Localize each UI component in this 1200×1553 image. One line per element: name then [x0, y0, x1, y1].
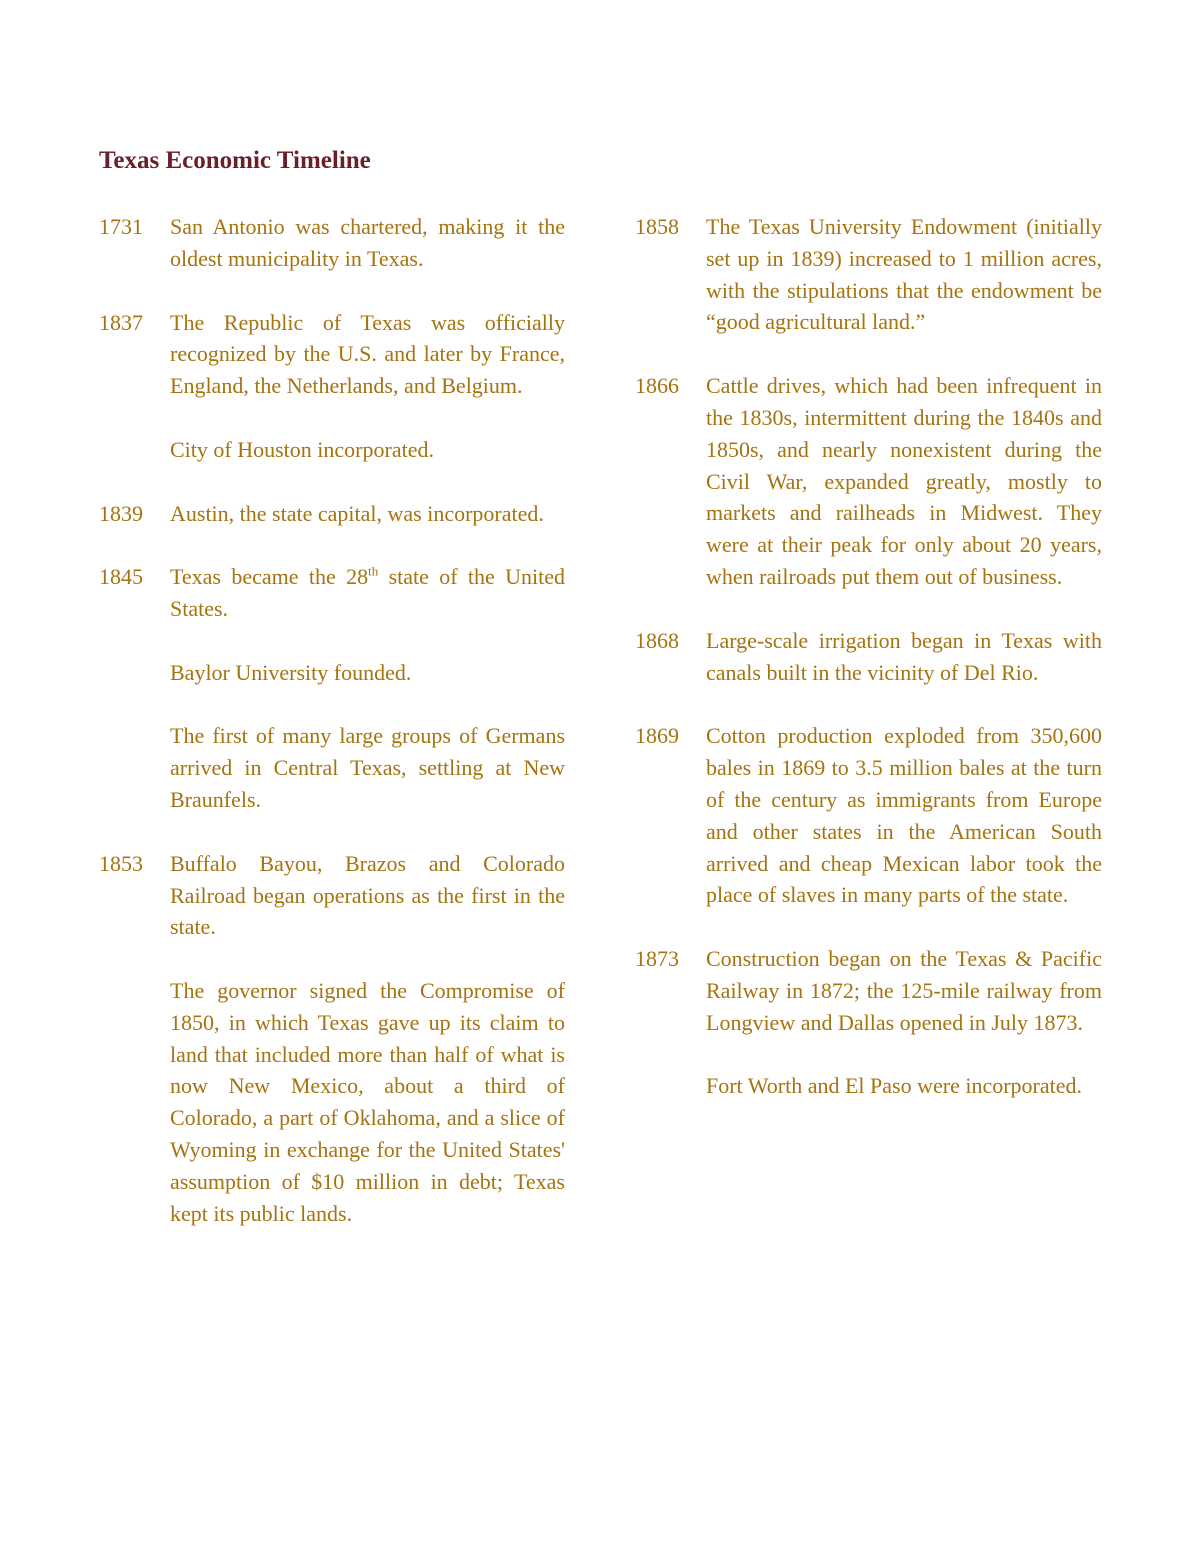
entry-text: Austin, the state capital, was incorporated. [170, 500, 544, 526]
entry-year: 1839 [99, 500, 143, 526]
timeline-right-column [635, 211, 1102, 1134]
entry-text: Fort Worth and El Paso were incorporated. [706, 1073, 1083, 1099]
entry-year: 1731 [99, 214, 143, 239]
entry-text-statehood [170, 561, 565, 625]
entry-year: 1858 [635, 214, 679, 239]
entry-text: San Antonio was chartered, making it the oldest municipality in Texas. [170, 214, 565, 271]
entry-text: The Republic of Texas was officially recognized by the U.S. and later by France, England, the Netherlands, and Belgium. [170, 309, 565, 399]
entry-text: City of Houston incorporated. [170, 436, 434, 462]
entry-text: The Texas University Endowment (initially set up in 1839) increased to 1 million acres, with the stipulations that the endowment be “good agricultural land.” [706, 214, 1102, 335]
timeline-entry-1853 [99, 848, 565, 1230]
entry-text: Cotton production exploded from 350,600 bales in 1869 to 3.5 million bales at the turn of the century as immigrants from Europe and other states in the American South arrived and cheap Mexican labor took the place of slaves in many parts of the state. [706, 723, 1102, 908]
entry-text: Construction began on the Texas & Pacific Railway in 1872; the 125-mile railway from Longview and Dallas opened in July 1873. [706, 946, 1102, 1035]
entry-text: Buffalo Bayou, Brazos and Colorado Railroad began operations as the first in the state. [170, 850, 565, 940]
entry-text: Cattle drives, which had been infrequent in the 1830s, intermittent during the 1840s and 1850s, and nearly nonexistent during the Civil War, expanded greatly, mostly to markets and railheads in Midwest. They were at their peak for only about 20 years, when railroads put them out of business. [706, 373, 1102, 589]
entry-text: Baylor University founded. [170, 659, 412, 685]
ordinal-suffix: th [368, 564, 379, 580]
timeline-entry-1837 [99, 307, 565, 466]
entry-year: 1869 [635, 723, 679, 749]
entry-text: The first of many large groups of Germans arrived in Central Texas, settling at New Braunfels. [170, 723, 565, 812]
entry-text: The governor signed the Compromise of 1850, in which Texas gave up its claim to land that included more than half of what is now New Mexico, about a third of Colorado, a part of Oklahoma, and a slice of Wyoming in exchange for the United States' assumption of $10 million in debt; Texas kept its public lands. [170, 977, 565, 1226]
timeline-entry-1839 [99, 498, 565, 530]
page-title: Texas Economic Timeline [99, 147, 371, 174]
timeline-entry-1868 [635, 625, 1102, 689]
timeline-entry-1866 [635, 370, 1102, 593]
entry-year: 1845 [99, 564, 143, 590]
statehood-text-after: state of the United States. [170, 564, 565, 622]
timeline-entry-1731 [99, 211, 565, 275]
entry-year: 1853 [99, 850, 143, 876]
timeline-entry-1858 [635, 211, 1102, 338]
timeline-entry-1869 [635, 720, 1102, 911]
timeline-entry-1873 [635, 943, 1102, 1102]
entry-year: 1868 [635, 627, 679, 653]
entry-text: Large-scale irrigation began in Texas with canals built in the vicinity of Del Rio. [706, 627, 1102, 685]
entry-year: 1873 [635, 946, 679, 972]
entry-year: 1837 [99, 309, 143, 335]
timeline-left-column [99, 211, 565, 1261]
statehood-text-before: Texas became the 28 [170, 564, 369, 590]
timeline-entry-1845 [99, 561, 565, 815]
entry-year: 1866 [635, 373, 679, 399]
